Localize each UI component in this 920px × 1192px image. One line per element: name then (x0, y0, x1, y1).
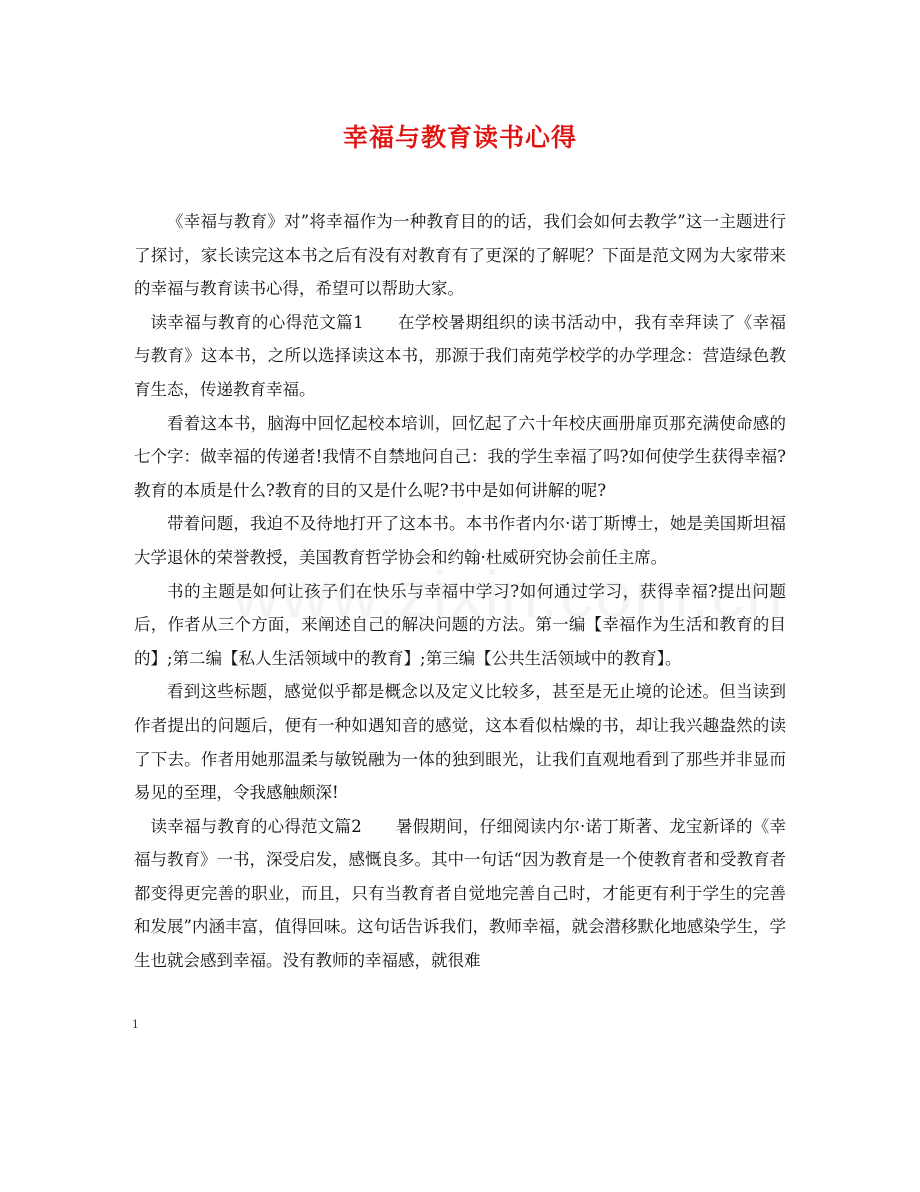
essay-2-heading: 读幸福与教育的心得范文篇2 (150, 816, 362, 836)
essay-1-paragraph-4: 书的主题是如何让孩子们在快乐与幸福中学习?如何通过学习，获得幸福?提出问题后，作者从三个方面，来阐述自己的解决问题的方法。第一编【幸福作为生活和教育的目的】;第二编【私人生活领域中的教育】;第三编【公共生活领域中的教育】。 (134, 581, 786, 668)
document-title: 幸福与教育读书心得 (342, 123, 577, 152)
essay-2-paragraph-1 (134, 810, 786, 978)
essay-1-paragraph-2: 看着这本书，脑海中回忆起校本培训，回忆起了六十年校庆画册扉页那充满使命感的七个字：做幸福的传递者!我情不自禁地问自己：我的学生幸福了吗?如何使学生获得幸福?教育的本质是什么?教育的目的又是什么呢?书中是如何讲解的呢? (134, 413, 786, 500)
essay-2-paragraph-1-text: 暑假期间，仔细阅读内尔·诺丁斯著、龙宝新译的《幸福与教育》一书，深受启发，感慨良多。其中一句话“因为教育是一个使教育者和受教育者都变得更完善的职业，而且，只有当教育者自觉地完善自己时，才能更有利于学生的完善和发展”内涵丰富，值得回味。这句话告诉我们，教师幸福，就会潜移默化地感染学生，学生也就会感到幸福。没有教师的幸福感，就很难 (134, 816, 786, 971)
essay-1-paragraph-3: 带着问题，我迫不及待地打开了这本书。本书作者内尔·诺丁斯博士，她是美国斯坦福大学退休的荣誉教授，美国教育哲学协会和约翰·杜威研究协会前任主席。 (134, 514, 786, 567)
intro-paragraph: 《幸福与教育》对”将幸福作为一种教育目的的话，我们会如何去教学”这一主题进行了探讨，家长读完这本书之后有没有对教育有了更深的了解呢？下面是范文网为大家带来的幸福与教育读书心得，希望可以帮助大家。 (134, 212, 786, 299)
document-body (134, 205, 786, 978)
essay-1-paragraph-1-text: 在学校暑期组织的读书活动中，我有幸拜读了《幸福与教育》这本书，之所以选择读这本书，那源于我们南苑学校学的办学理念：营造绿色教育生态，传递教育幸福。 (134, 312, 787, 399)
essay-1-heading: 读幸福与教育的心得范文篇1 (150, 312, 364, 332)
page-number: 1 (132, 1016, 139, 1031)
essay-1-paragraph-1 (134, 306, 786, 407)
essay-1-paragraph-5: 看到这些标题，感觉似乎都是概念以及定义比较多，甚至是无止境的论述。但当读到作者提出的问题后，便有一种如遇知音的感觉，这本看似枯燥的书，却让我兴趣盎然的读了下去。作者用她那温柔与敏锐融为一体的独到眼光，让我们直观地看到了那些并非显而易见的至理，令我感触颇深! (134, 682, 786, 803)
